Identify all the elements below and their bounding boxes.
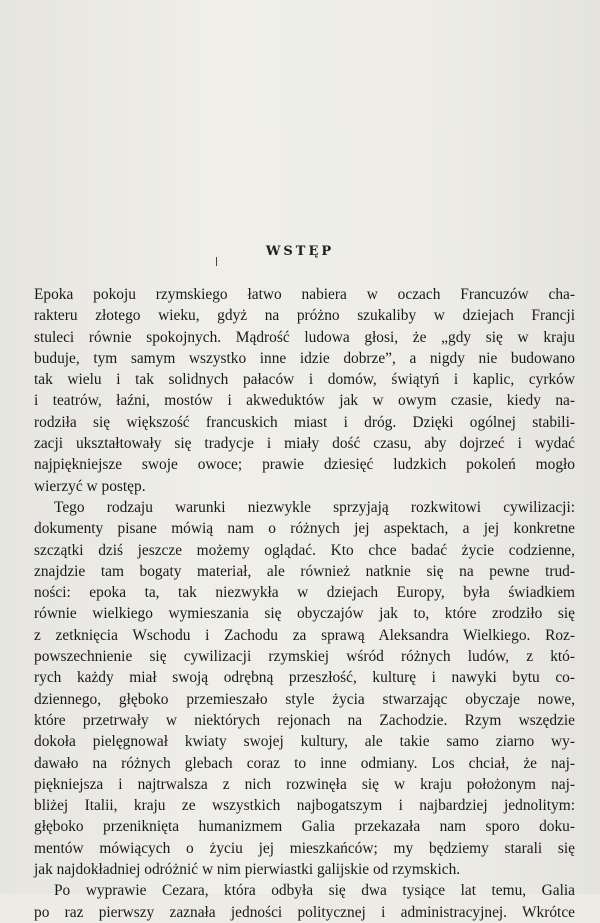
text-line: które przetrwały w niektórych rejonach na Zachodzie. Rzym wszędzie	[34, 711, 575, 729]
text-line: stuleci równie spokojnych. Mądrość ludowa głosi, że „gdy się w kraju	[34, 328, 575, 346]
text-line: równie wielkiego wymieszania się obyczajów jak to, które zrodziło się	[34, 605, 575, 623]
text-line: dokumenty pisane mówią nam o różnych jej aspektach, a jej konkretne	[34, 520, 575, 538]
text-line: szczątki dziś jeszcze możemy oglądać. Kto chce badać życie codzienne,	[34, 541, 575, 559]
text-line: powszechnienie się cywilizacji rzymskiej wśród różnych ludów, z któ-	[34, 648, 575, 666]
body-text	[34, 284, 575, 923]
text-line: i teatrów, łaźni, mostów i akweduktów jak w owym czasie, kiedy na-	[34, 392, 575, 410]
chapter-heading: WSTĘP	[265, 244, 335, 259]
text-line: Tego rodzaju warunki niezwykle sprzyjają rozkwitowi cywilizacji:	[54, 498, 575, 516]
text-line: ności: epoka ta, tak niezwykła w dziejach Europy, była świadkiem	[34, 584, 575, 602]
text-line: znajdzie tam bogaty materiał, ale również natknie się na pewne trud-	[34, 562, 575, 580]
text-line: rodziła się większość francuskich miast i dróg. Dzięki ogólnej stabili-	[34, 413, 575, 431]
text-line: dziennego, głęboko przemieszało style życia stwarzając obyczaje nowe,	[34, 690, 575, 708]
text-line: rych każdy miał swoją odrębną przeszłość, kulturę i nawyki bytu co-	[34, 669, 575, 687]
text-line: tak wielu i tak solidnych pałaców i domów, świątyń i kaplic, cyrków	[34, 371, 575, 389]
text-line: najpiękniejsze swoje owoce; prawie dziesięć ludzkich pokoleń mogło	[34, 456, 575, 474]
text-line: bliżej Italii, kraju ze wszystkich najbogatszym i najbardziej jednolitym:	[34, 797, 575, 815]
text-line: po raz pierwszy zaznała jedności politycznej i administracyjnej. Wkrótce	[34, 903, 575, 921]
text-line: mentów mówiących o życiu jej mieszkańców; my będziemy starali się	[34, 839, 575, 857]
text-line: jak najdokładniej odróżnić w nim pierwiastki galijskie od rzymskich.	[34, 861, 461, 879]
text-line: Po wyprawie Cezara, która odbyła się dwa tysiące lat temu, Galia	[54, 882, 575, 900]
text-line: buduje, tym samym wszystko inne idzie dobrze”, a nigdy nie budowano	[34, 349, 575, 367]
text-line: rakteru złotego wieku, gdyż na próżno szukaliby w dziejach Francji	[34, 307, 575, 325]
text-line: wierzyć w postęp.	[34, 477, 146, 495]
margin-mark	[216, 257, 217, 266]
text-line: dawało na różnych glebach coraz to inne odmiany. Los chciał, że naj-	[34, 754, 575, 772]
text-line: głęboko przeniknięta humanizmem Galia przekazała nam sporo doku-	[34, 818, 575, 836]
text-line: Epoka pokoju rzymskiego łatwo nabiera w oczach Francuzów cha-	[34, 286, 575, 303]
text-line: z zetknięcia Wschodu i Zachodu za sprawą Aleksandra Wielkiego. Roz-	[34, 626, 575, 644]
text-line: piękniejsza i najtrwalsza z nich rozwinęła się w kraju położonym naj-	[34, 775, 575, 793]
text-line: dokoła pielęgnował kwiaty swojej kultury, ale takie samo ziarno wy-	[34, 733, 575, 751]
text-line: zacji ukształtowały się tradycje i miały dość czasu, aby dojrzeć i wydać	[34, 435, 575, 453]
